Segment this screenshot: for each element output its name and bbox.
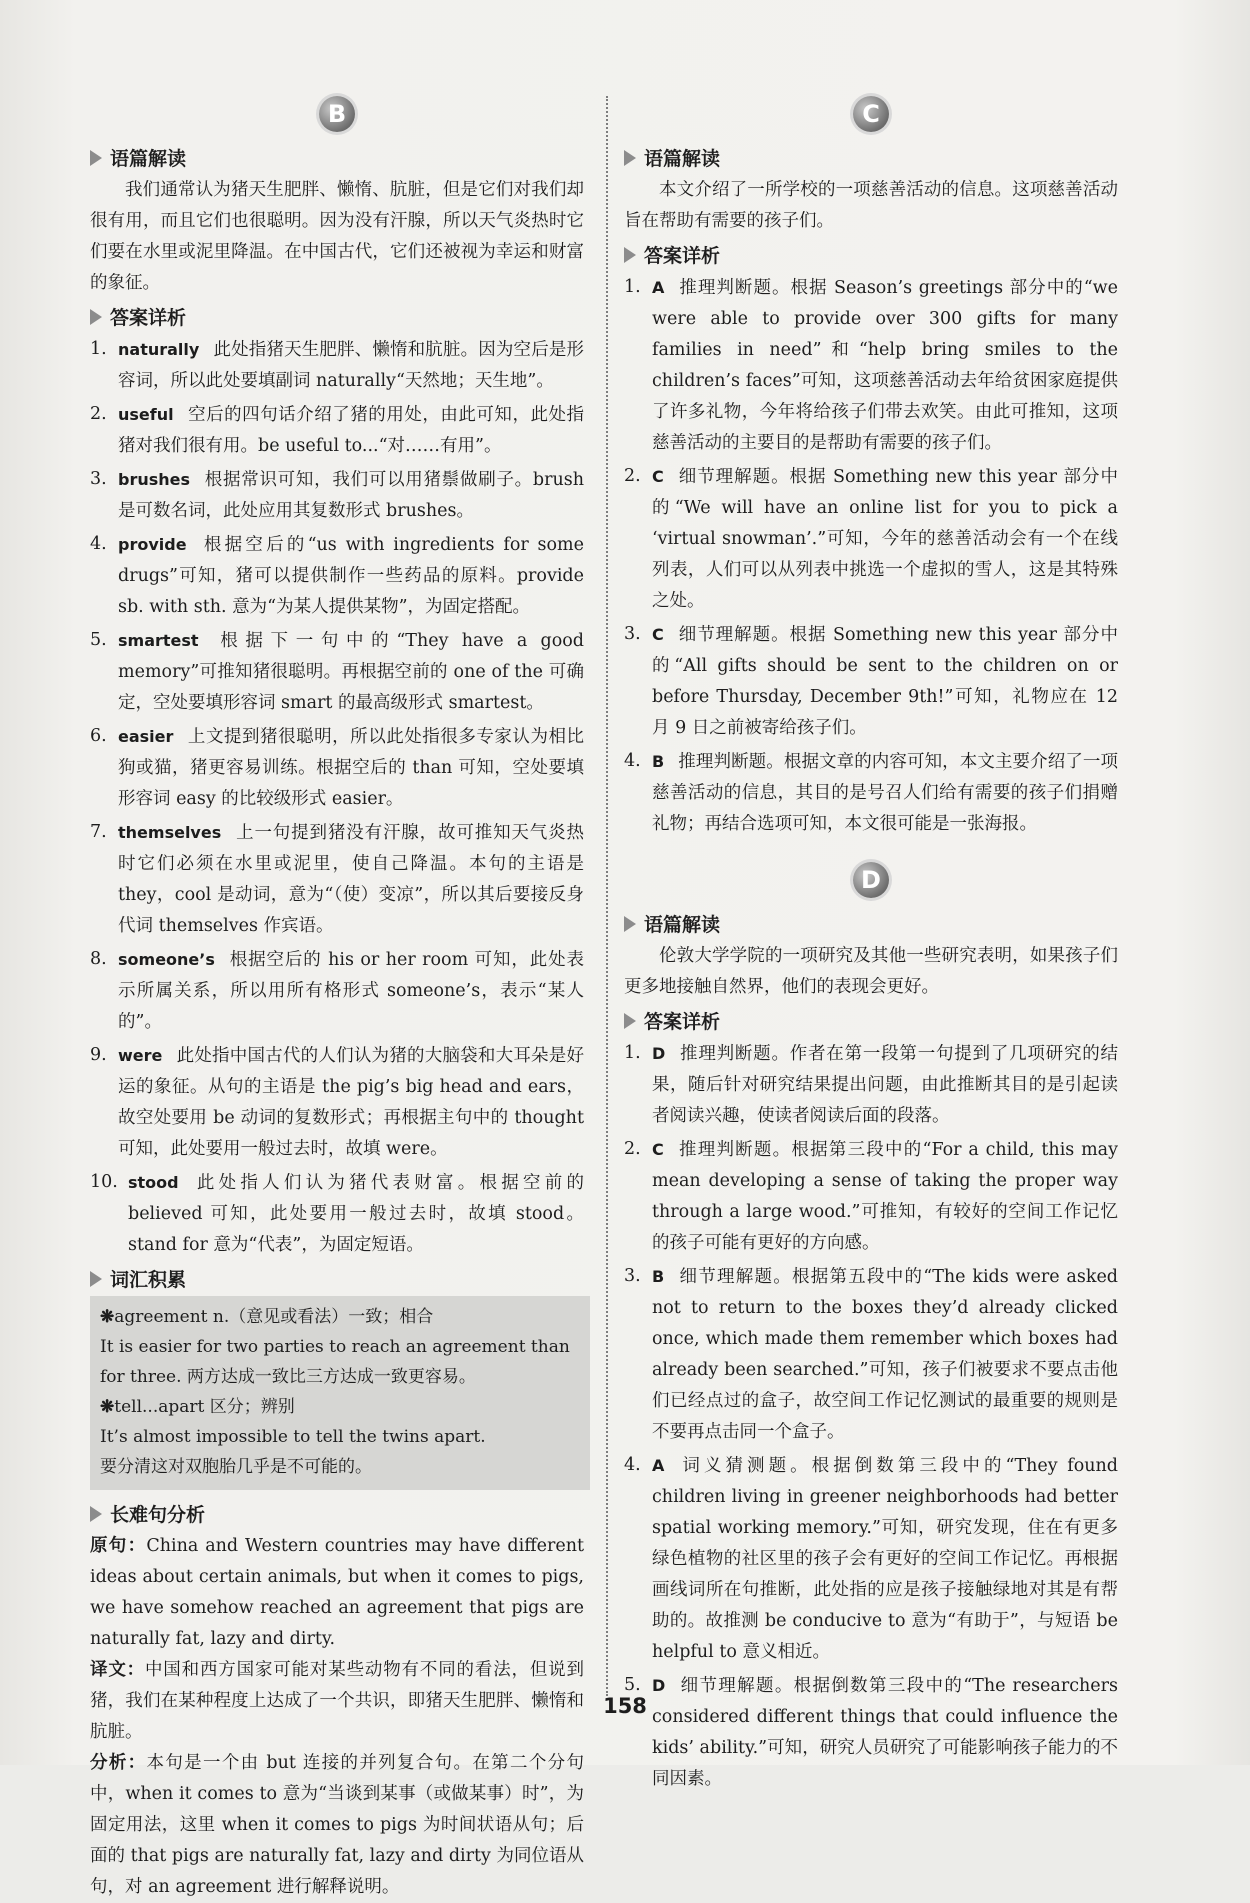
answer-item: 2. C 细节理解题。根据 Something new this year 部分中的“We will have an online list for you to pick a ‘virtual snowman’.”可知，今年的慈善活动会有一个在线列表，人们可以从列表中挑选一个虚拟的雪人，这是其特殊之处。 [624, 466, 1118, 611]
vocab-entry: ❋agreement n.（意见或看法）一致；相合 [100, 1307, 434, 1327]
reading-heading: 语篇解读 [90, 144, 584, 171]
analysis-sentence: 分析：本句是一个由 but 连接的并列复合句。在第二个分句中，when it comes to 意为“当谈到某事（或做某事）时”，为固定用法，这里 when it comes to pigs 为时间状语从句；后面的 that pigs are naturally fat, lazy and dirty 为同位语从句，对 an agreement 进行解释说明。 [90, 1753, 585, 1897]
answer-item: 1. A 推理判断题。根据 Season’s greetings 部分中的“we were able to provide over 300 gifts for many families in need”和“help bring smiles to the children’s faces”可知，这项慈善活动去年给贫困家庭提供了许多礼物，今年将给孩子们带去欢笑。由此可推知，这项慈善活动的主要目的是帮助有需要的孩子们。 [624, 277, 1118, 453]
answer-item: 4. provide 根据空后的“us with ingredients for some drugs”可知，猪可以提供制作一些药品的原料。provide sb. with sth. 意为“为某人提供某物”，为固定搭配。 [90, 534, 584, 617]
arrow-icon [90, 1506, 102, 1522]
arrow-icon [624, 1013, 636, 1029]
answer-item: 3. brushes 根据常识可知，我们可以用猪鬃做刷子。brush 是可数名词，此处应用其复数形式 brushes。 [90, 469, 584, 521]
d-reading-text: 伦敦大学学院的一项研究及其他一些研究表明，如果孩子们更多地接触自然界，他们的表现会更好。 [624, 946, 1118, 997]
vocab-translation: 要分清这对双胞胎几乎是不可能的。 [100, 1457, 372, 1477]
answer-item: 5. smartest 根据下一句中的“They have a good memory”可推知猪很聪明。再根据空前的 one of the 可确定，空处要填形容词 smart 的最高级形式 smartest。 [90, 630, 584, 713]
c-answer-list [624, 272, 1118, 840]
section-badge-c: C [853, 96, 889, 132]
arrow-icon [624, 247, 636, 263]
answer-item: 6. easier 上文提到猪很聪明，所以此处指很多专家认为相比狗或猫，猪更容易训练。根据空后的 than 可知，空处要填形容词 easy 的比较级形式 easier。 [90, 726, 584, 809]
arrow-icon [90, 309, 102, 325]
answer-item: 9. were 此处指中国古代的人们认为猪的大脑袋和大耳朵是好运的象征。从句的主语是 the pig’s big head and ears，故空处要用 be 动词的复数形式；再根据主句中的 thought 可知，此处要用一般过去时，故填 were。 [90, 1045, 584, 1159]
left-column [90, 88, 584, 1903]
section-badge-d: D [853, 862, 889, 898]
answer-item: 7. themselves 上一句提到猪没有汗腺，故可推知天气炎热时它们必须在水里或泥里，使自己降温。本句的主语是 they，cool 是动词，意为“（使）变凉”，所以其后要接反身代词 themselves 作宾语。 [90, 822, 584, 936]
original-sentence: 原句：China and Western countries may have different ideas about certain animals, but when it comes to pigs, we have somehow reached an agreement that pigs are naturally fat, lazy and dirty. [90, 1536, 585, 1649]
d-reading-heading: 语篇解读 [624, 910, 1118, 937]
answer-item: 2. C 推理判断题。根据第三段中的“For a child, this may mean developing a sense of taking the proper way through a large wood.”可推知，有较好的空间工作记忆的孩子可能有更好的方向感。 [624, 1139, 1118, 1253]
answer-list [90, 334, 584, 1261]
vocab-box [90, 1296, 590, 1490]
answer-item: 5. D 细节理解题。根据倒数第三段中的“The researchers considered different things that could influence the kids’ ability.”可知，研究人员研究了可能影响孩子能力的不同因素。 [624, 1675, 1118, 1789]
vocab-entry: ❋tell...apart 区分；辨别 [100, 1397, 295, 1417]
arrow-icon [624, 150, 636, 166]
c-answers-heading: 答案详析 [624, 241, 1118, 268]
vocab-heading: 词汇积累 [90, 1265, 584, 1292]
d-answer-list [624, 1038, 1118, 1795]
answer-item: 10. stood 此处指人们认为猪代表财富。根据空前的 believed 可知，此处要用一般过去时，故填 stood。stand for 意为“代表”，为固定短语。 [90, 1172, 584, 1255]
d-answers-heading: 答案详析 [624, 1007, 1118, 1034]
answer-item: 1. naturally 此处指猪天生肥胖、懒惰和肮脏。因为空后是形容词，所以此处要填副词 naturally“天然地；天生地”。 [90, 339, 584, 391]
arrow-icon [90, 150, 102, 166]
answer-item: 8. someone’s 根据空后的 his or her room 可知，此处表示所属关系，所以用所有格形式 someone’s，表示“某人的”。 [90, 949, 584, 1032]
arrow-icon [624, 916, 636, 932]
c-reading-text: 本文介绍了一所学校的一项慈善活动的信息。这项慈善活动旨在帮助有需要的孩子们。 [624, 180, 1118, 231]
answer-item: 2. useful 空后的四句话介绍了猪的用处，由此可知，此处指猪对我们很有用。be useful to...“对……有用”。 [90, 404, 584, 456]
column-divider [606, 96, 608, 1696]
right-column [624, 88, 1118, 1797]
section-badge-b: B [319, 96, 355, 132]
answer-item: 4. A 词义猜测题。根据倒数第三段中的“They found children living in greener neighborhoods had better spatial working memory.”可知，研究发现，住在有更多绿色植物的社区里的孩子会有更好的空间工作记忆。再根据画线词所在句推断，此处指的应是孩子接触绿地对其是有帮助的。故推测 be conducive to 意为“有助于”，与短语 be helpful to 意义相近。 [624, 1455, 1118, 1662]
answer-item: 3. C 细节理解题。根据 Something new this year 部分中的“All gifts should be sent to the children on or before Thursday, December 9th!”可知，礼物应在 12 月 9 日之前被寄给孩子们。 [624, 624, 1118, 738]
arrow-icon [90, 1271, 102, 1287]
translation-sentence: 译文：中国和西方国家可能对某些动物有不同的看法，但说到猪，我们在某种程度上达成了一个共识，即猪天生肥胖、懒惰和肮脏。 [90, 1660, 585, 1742]
analysis-heading: 长难句分析 [90, 1500, 584, 1527]
vocab-example: It’s almost impossible to tell the twins apart. [100, 1427, 486, 1447]
answer-item: 1. D 推理判断题。作者在第一段第一句提到了几项研究的结果，随后针对研究结果提出问题，由此推断其目的是引起读者阅读兴趣，使读者阅读后面的段落。 [624, 1043, 1118, 1126]
c-reading-heading: 语篇解读 [624, 144, 1118, 171]
answers-heading: 答案详析 [90, 303, 584, 330]
page-number: 158 [603, 1694, 647, 1718]
reading-text: 我们通常认为猪天生肥胖、懒惰、肮脏，但是它们对我们却很有用，而且它们也很聪明。因为没有汗腺，所以天气炎热时它们要在水里或泥里降温。在中国古代，它们还被视为幸运和财富的象征。 [90, 180, 584, 293]
answer-item: 4. B 推理判断题。根据文章的内容可知，本文主要介绍了一项慈善活动的信息，其目的是号召人们给有需要的孩子们捐赠礼物；再结合选项可知，本文很可能是一张海报。 [624, 751, 1118, 834]
answer-item: 3. B 细节理解题。根据第五段中的“The kids were asked not to return to the boxes they’d already clicked once, which made them remember which boxes had already been searched.”可知，孩子们被要求不要点击他们已经点过的盒子，故空间工作记忆测试的最重要的规则是不要再点击同一个盒子。 [624, 1266, 1118, 1442]
vocab-example: It is easier for two parties to reach an agreement than for three. 两方达成一致比三方达成一致更容易。 [100, 1337, 570, 1387]
